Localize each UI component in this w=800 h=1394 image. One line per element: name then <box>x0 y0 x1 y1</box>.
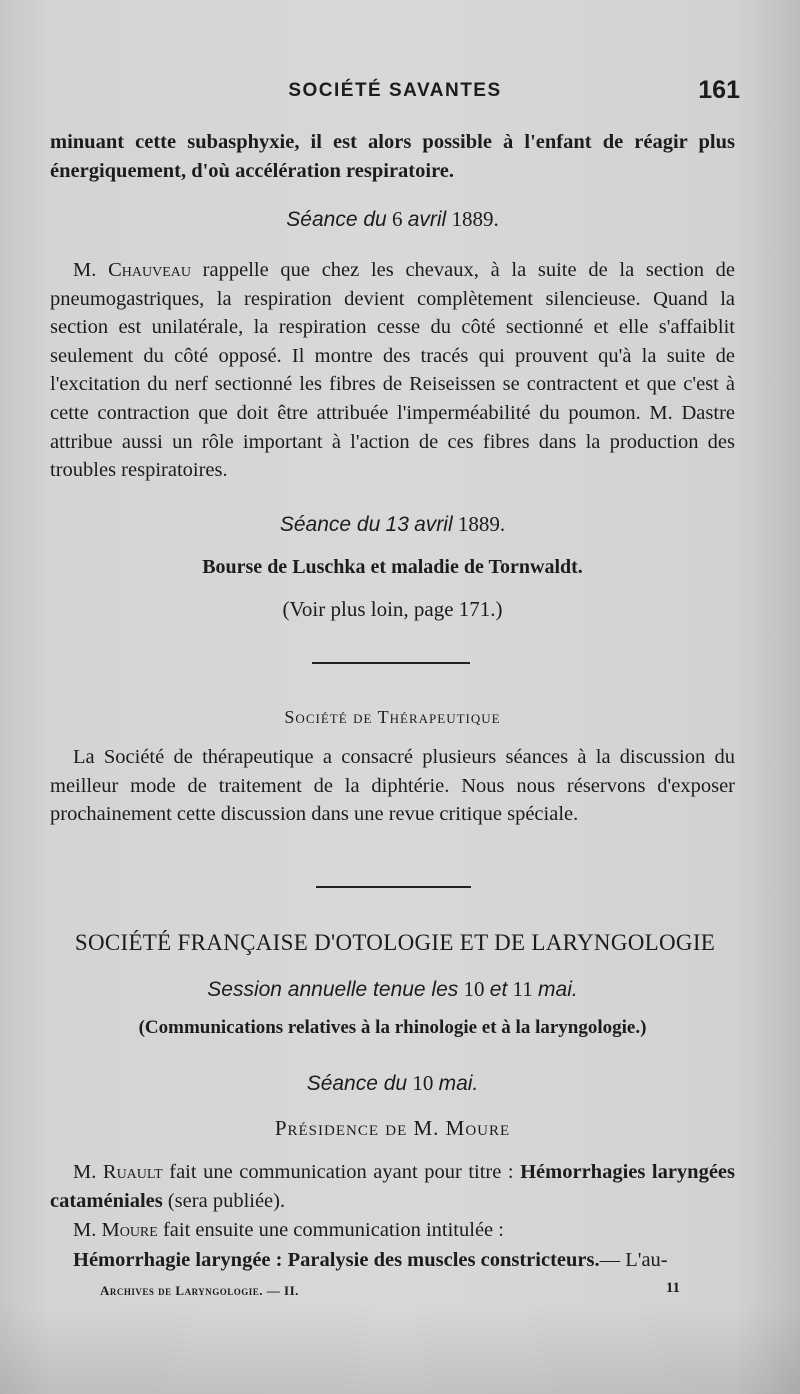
paragraph-text: fait une communication ayant pour titre : <box>162 1161 521 1183</box>
paragraph-last <box>50 1246 735 1275</box>
seance-label: Séance du <box>279 513 381 536</box>
seance-month: mai. <box>438 1072 479 1095</box>
session-and: et <box>489 978 508 1001</box>
author-name: Chauveau <box>108 259 191 281</box>
communication-title: Hémorrhagies laryngées cataméniales <box>50 1161 735 1212</box>
signature-mark: 11 <box>665 1280 680 1296</box>
session-month: mai. <box>538 978 578 1001</box>
lead-m: M. <box>73 259 97 281</box>
paragraph-text: rappelle que chez les chevaux, à la suite de la section de pneumogastriques, la respiration devient complètement silencieuse. Quand la section est unilatérale, la respiration cesse du côté sectionné et elle s'affaiblit seulement du côté opposé. Il montre des tracés qui prouvent qu'à la suite de l'excitation du nerf sectionné les fibres de Reiseissen se contractent et que c'est à cette contraction que doit être attribuée l'imperméabilité du poumon. M. Dastre attribue aussi un rôle important à l'action de ces fibres dans la production des troubles respiratoires. <box>50 259 736 482</box>
presidence-line: Présidence de M. Moure <box>274 1116 511 1140</box>
seance-label: Séance du <box>286 208 387 231</box>
paragraph-text: fait ensuite une communication intitulée : <box>157 1219 504 1241</box>
paragraph-intro: minuant cette subasphyxie, il est alors possible à l'enfant de réagir plus énergiquement, d'où accélération respiratoire. <box>50 131 735 182</box>
divider <box>316 886 471 888</box>
seance-month: avril <box>407 208 447 231</box>
author-name: Ruault <box>102 1161 163 1183</box>
journal-title: Archives de Laryngologie. — II. <box>100 1283 299 1298</box>
page-footer <box>100 1280 680 1305</box>
seance-year: 1889. <box>457 512 506 536</box>
seance-label: Séance du <box>306 1072 408 1095</box>
session-day-2: 11 <box>512 977 533 1001</box>
paragraph-moure <box>50 1216 735 1245</box>
paragraph-chauveau <box>50 256 735 485</box>
communications-note: (Communications relatives à la rhinologie et à la laryngologie.) <box>138 1017 647 1038</box>
seance-year: 1889. <box>451 207 499 231</box>
communication-title: Hémorrhagie laryngée : Paralysie des muscles constricteurs. <box>73 1249 600 1271</box>
session-day-1: 10 <box>463 977 485 1001</box>
page-number: 161 <box>698 76 740 104</box>
seance-heading-13-avril <box>50 512 735 537</box>
subject-title: Bourse de Luschka et maladie de Tornwaldt. <box>202 556 583 578</box>
author-name: Moure <box>101 1219 158 1241</box>
lead-m: M. <box>73 1219 97 1241</box>
paragraph-text: — L'au- <box>599 1249 668 1271</box>
seance-month: avril <box>414 513 453 536</box>
seance-day: 13 <box>385 513 409 536</box>
seance-day: 10 <box>412 1071 434 1095</box>
session-label: Session annuelle tenue les <box>207 978 459 1001</box>
section-title-therapeutique: Société de Thérapeutique <box>284 707 501 727</box>
lead-m: M. <box>73 1161 97 1183</box>
seance-day: 6 <box>391 207 403 231</box>
paragraph-therapeutique: La Société de thérapeutique a consacré plusieurs séances à la discussion du meilleur mode de traitement de la diphtérie. Nous nous réservons d'exposer prochainement cette discussion dans une revue critique spéciale. <box>50 746 735 826</box>
paragraph-ruault <box>50 1158 735 1215</box>
seance-heading-10-mai <box>50 1071 735 1096</box>
section-title-otologie: SOCIÉTÉ FRANÇAISE D'OTOLOGIE ET DE LARYNGOLOGIE <box>74 930 716 955</box>
seance-heading-6-avril <box>50 207 735 232</box>
running-head <box>50 76 740 110</box>
divider <box>312 662 470 664</box>
running-head-title: SOCIÉTÉ SAVANTES <box>288 80 502 101</box>
reference-text: (Voir plus loin, page 171.) <box>282 597 503 621</box>
paragraph-text: (sera publiée). <box>162 1189 286 1212</box>
session-heading <box>50 977 735 1002</box>
